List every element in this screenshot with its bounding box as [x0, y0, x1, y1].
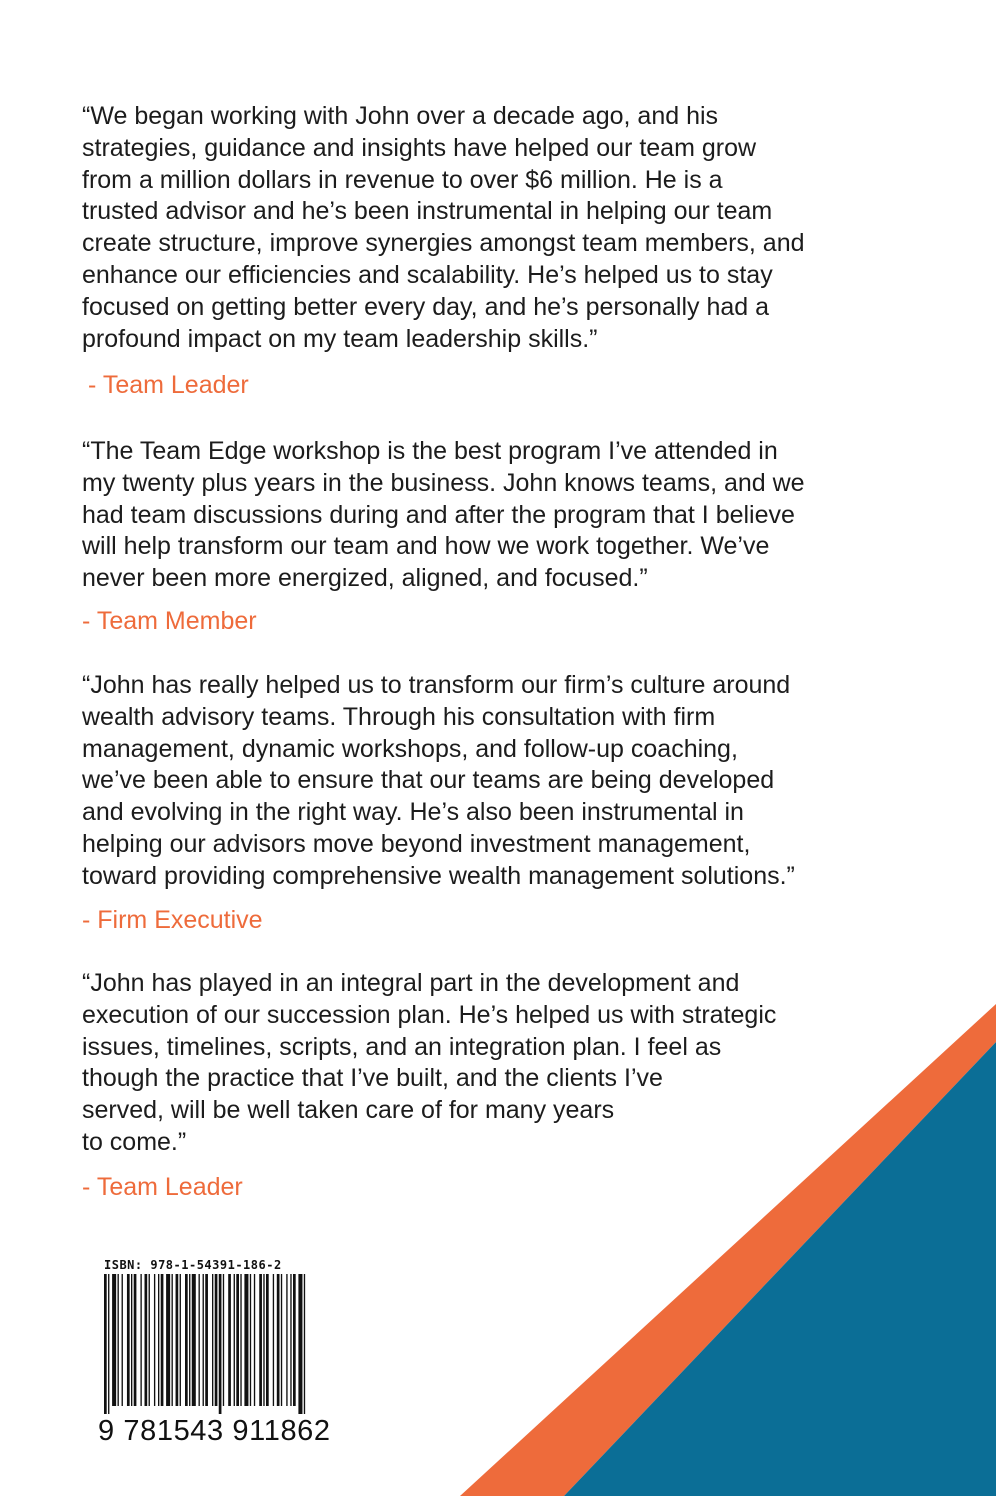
barcode-bar [212, 1274, 213, 1406]
barcode-bar [134, 1274, 137, 1406]
barcode-bar [259, 1274, 262, 1406]
quote-line: wealth advisory teams. Through his consultation with firm [82, 702, 716, 731]
quote-line: “John has really helped us to transform our firm’s culture around [82, 671, 791, 699]
barcode-bar [192, 1274, 196, 1406]
testimonial-2-attribution: - Team Member [82, 607, 257, 635]
isbn-label: ISBN: 978-1-54391-186-2 [104, 1258, 282, 1272]
barcode-bar [203, 1274, 204, 1406]
barcode-bar [244, 1274, 248, 1406]
quote-line: management, dynamic workshops, and follow-up coaching, [82, 734, 738, 763]
barcode-bar [145, 1274, 148, 1406]
quote-line: execution of our succession plan. He’s helped us with strategic [82, 1000, 777, 1029]
barcode-bars [98, 1274, 310, 1414]
barcode-bar [104, 1274, 107, 1414]
quote-line: “John has played in an integral part in the development and [82, 969, 740, 997]
barcode-bar [154, 1274, 155, 1406]
barcode-bar [176, 1274, 179, 1406]
isbn-barcode [98, 1256, 331, 1458]
barcode-bar [131, 1274, 132, 1406]
testimonial-4-quote [82, 968, 882, 1159]
quote-line: issues, timelines, scripts, and an integration plan. I feel as [82, 1032, 722, 1061]
barcode-bar [266, 1274, 269, 1406]
quote-line: trusted advisor and he’s been instrumental in helping our team [82, 197, 773, 226]
quote-line: had team discussions during and after the program that I believe [82, 500, 795, 529]
barcode-bar [215, 1274, 218, 1406]
barcode-bar [158, 1274, 159, 1406]
barcode-bar [118, 1274, 119, 1406]
quote-line: and evolving in the right way. He’s also been instrumental in [82, 798, 744, 827]
barcode-bar [161, 1274, 164, 1406]
quote-line: to come.” [82, 1127, 187, 1156]
barcode-bar [223, 1274, 224, 1406]
quote-line: helping our advisors move beyond investment management, [82, 829, 751, 858]
barcode-bar [234, 1274, 235, 1406]
testimonial-1-quote [82, 101, 882, 355]
quote-line: never been more energized, aligned, and focused.” [82, 564, 648, 593]
barcode-bar [219, 1274, 222, 1414]
quote-line: served, will be well taken care of for many years [82, 1096, 615, 1125]
barcode-bar [149, 1274, 150, 1406]
quote-line: strategies, guidance and insights have helped our team grow [82, 133, 757, 162]
quote-line: my twenty plus years in the business. John knows teams, and we [82, 468, 805, 497]
barcode-bar [281, 1274, 282, 1406]
barcode-bar [240, 1274, 241, 1406]
testimonial-2-quote [82, 436, 882, 595]
barcode-bar [250, 1274, 251, 1406]
quote-line: though the practice that I’ve built, and the clients I’ve [82, 1064, 663, 1093]
barcode-bar [189, 1274, 190, 1406]
barcode-bar [140, 1274, 141, 1406]
barcode-bar [286, 1274, 287, 1406]
barcode-bar [112, 1274, 116, 1406]
testimonial-1-attribution: - Team Leader [88, 371, 249, 399]
testimonial-4-attribution: - Team Leader [82, 1173, 243, 1201]
barcode-bar [172, 1274, 173, 1406]
testimonial-3-attribution: - Firm Executive [82, 906, 263, 934]
barcode-bar [185, 1274, 188, 1406]
quote-line: will help transform our team and how we work together. We’ve [82, 532, 770, 561]
barcode-bar [304, 1274, 305, 1414]
quote-line: focused on getting better every day, and he’s personally had a [82, 292, 770, 321]
barcode-bar [228, 1274, 231, 1406]
barcode-bar [254, 1274, 255, 1406]
barcode-bar [236, 1274, 239, 1406]
barcode-bar [273, 1274, 274, 1406]
barcode-bar [293, 1274, 296, 1406]
barcode-bar [199, 1274, 200, 1406]
quote-line: “The Team Edge workshop is the best program I’ve attended in [82, 437, 778, 465]
barcode-bar [263, 1274, 264, 1406]
quote-line: toward providing comprehensive wealth management solutions.” [82, 861, 795, 890]
quote-line: create structure, improve synergies amongst team members, and [82, 229, 805, 258]
barcode-digits: 9 781543 911862 [98, 1415, 331, 1447]
barcode-bar [108, 1274, 109, 1414]
quote-line: from a million dollars in revenue to over $6 million. He is a [82, 165, 723, 194]
quote-line: “We began working with John over a decade ago, and his [82, 102, 719, 130]
barcode-bar [166, 1274, 170, 1406]
testimonial-3-quote [82, 670, 882, 893]
barcode-bar [277, 1274, 280, 1406]
barcode-bar [122, 1274, 123, 1406]
barcode-bar [205, 1274, 208, 1406]
quote-line: we’ve been able to ensure that our teams are being developed [82, 766, 775, 795]
barcode-bar [180, 1274, 181, 1406]
barcode-bar [290, 1274, 291, 1406]
quote-line: profound impact on my team leadership skills.” [82, 324, 598, 353]
barcode-bar [298, 1274, 302, 1414]
barcode-bar [127, 1274, 130, 1406]
quote-line: enhance our efficiencies and scalability. He’s helped us to stay [82, 260, 773, 289]
